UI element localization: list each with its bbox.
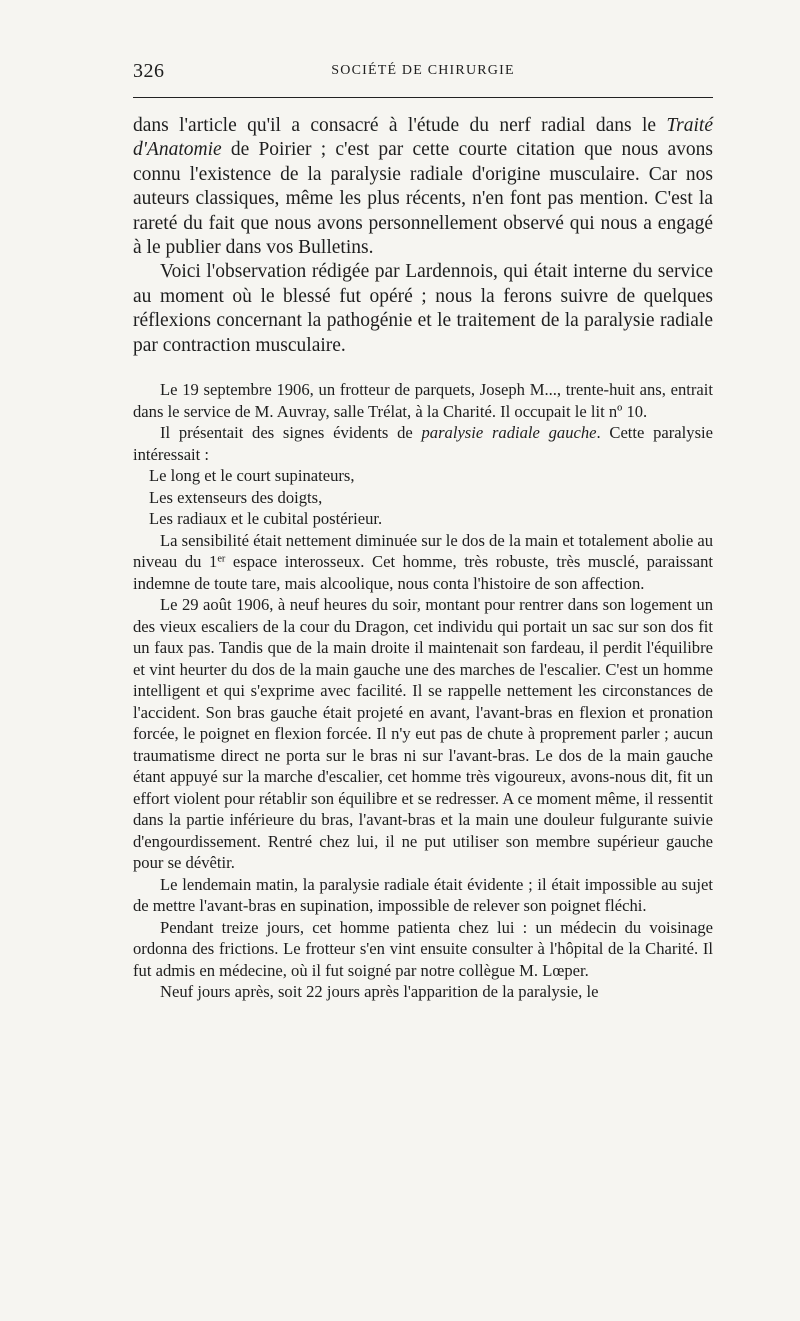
page-header (133, 60, 713, 84)
list-item: Les radiaux et le cubital postérieur. (149, 509, 383, 528)
observation-text (133, 379, 713, 1003)
list-item: Le long et le court supinateurs, (149, 466, 355, 485)
paragraph: Neuf jours après, soit 22 jours après l'apparition de la paralysie, le (160, 982, 599, 1001)
paragraph: dans l'article qu'il a consacré à l'étude du nerf radial dans le Traité d'Anatomie de Poirier ; c'est par cette courte citation que nous avons connu l'existence de la paralysie radiale d'origine musculaire. Car nos auteurs classiques, même les plus récents, n'en font pas mention. C'est la rareté du fait que nous avons personnellement observé qui nous a engagé à le publier dans vos Bulletins. (133, 115, 713, 259)
paragraph: La sensibilité était nettement diminuée sur le dos de la main et totalement abolie au niveau du 1er espace interosseux. Cet homme, très robuste, très musclé, paraissant indemne de toute tare, mais alcoolique, nous conta l'histoire de son affection. (133, 530, 713, 593)
page-number: 326 (133, 60, 165, 82)
main-text (133, 114, 713, 358)
running-title: SOCIÉTÉ DE CHIRURGIE (331, 63, 515, 78)
paragraph: Pendant treize jours, cet homme patienta chez lui : un médecin du voisinage ordonna des frictions. Le frotteur s'en vint ensuite consulter à l'hôpital de la Charité. Il fut admis en médecine, où il fut soigné par notre collègue M. Lœper. (133, 917, 713, 980)
paragraph: Le lendemain matin, la paralysie radiale était évidente ; il était impossible au sujet de mettre l'avant-bras en supination, impossible de relever son poignet fléchi. (133, 874, 713, 915)
paragraph: Il présentait des signes évidents de paralysie radiale gauche. Cette paralysie intéressait : (133, 423, 713, 464)
header-rule (133, 97, 713, 98)
paragraph: Le 19 septembre 1906, un frotteur de parquets, Joseph M..., trente-huit ans, entrait dans le service de M. Auvray, salle Trélat, à la Charité. Il occupait le lit nº 10. (133, 380, 713, 421)
paragraph: Voici l'observation rédigée par Lardennois, qui était interne du service au moment où le blessé fut opéré ; nous la ferons suivre de quelques réflexions concernant la pathogénie et le traitement de la paralysie radiale par contraction musculaire. (133, 261, 713, 356)
italic-citation: Traité d'Anatomie (133, 115, 713, 161)
list-item: Les extenseurs des doigts, (149, 487, 323, 507)
paragraph: Le 29 août 1906, à neuf heures du soir, montant pour rentrer dans son logement un des vieux escaliers de la cour du Dragon, cet individu qui portait un sac sur son dos fit un faux pas. Tandis que de la main droite il maintenait son fardeau, il perdit l'équilibre et vint heurter du dos de la main gauche une des marches de l'escalier. C'est un homme intelligent et qui s'exprime avec facilité. Il se rappelle nettement les circonstances de l'accident. Son bras gauche était projeté en avant, l'avant-bras en flexion et pronation forcée, le poignet en flexion forcée. Il n'y eut pas de chute à proprement parler ; aucun traumatisme direct ne porta sur le bras ni sur l'avant-bras. Le dos de la main gauche étant appuyé sur la marche d'escalier, cet homme très vigoureux, avons-nous dit, fit un effort violent pour rétablir son équilibre et se redresser. A ce moment même, il ressentit dans la partie inférieure du bras, l'avant-bras et la main une douleur fulgurante suivie d'engourdissement. Rentré chez lui, il ne put utiliser son membre supérieur gauche pour se dévêtir. (133, 595, 713, 872)
italic-term: paralysie radiale gauche (421, 423, 597, 442)
